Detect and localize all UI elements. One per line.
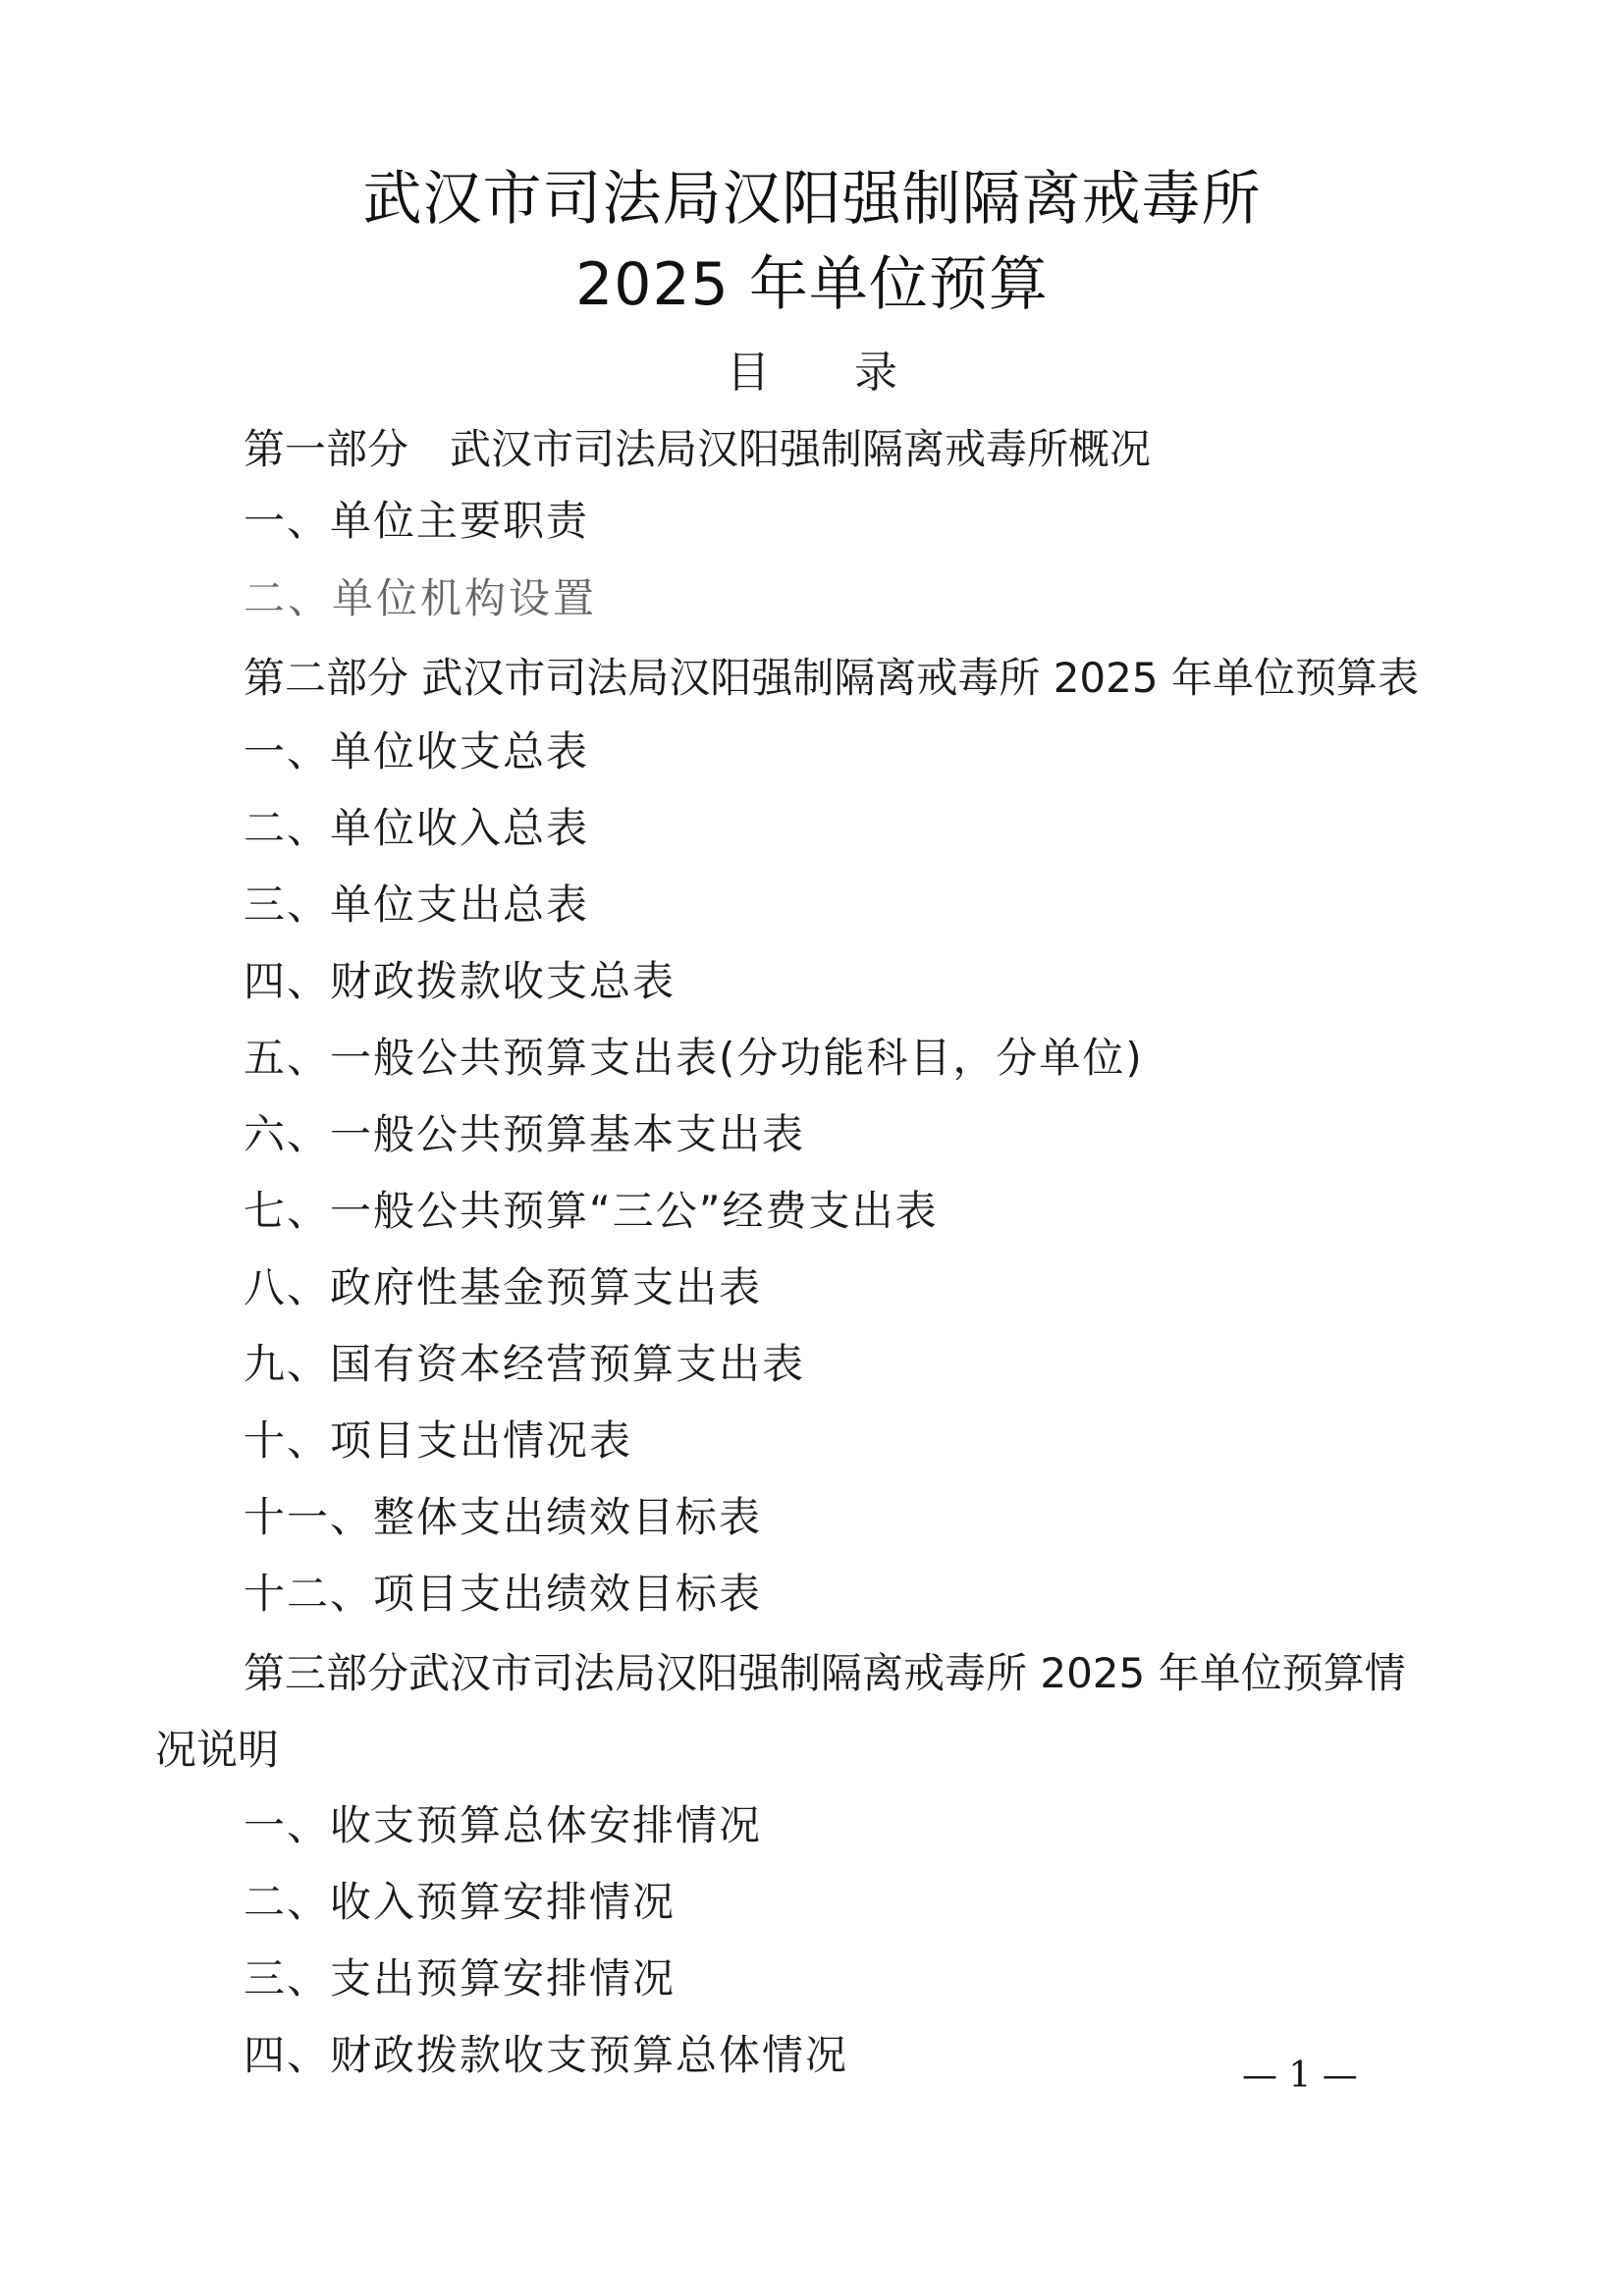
- document-title-line-2: 2025 年单位预算: [575, 250, 1049, 319]
- toc-part2-item: 九、国有资本经营预算支出表: [244, 1340, 806, 1388]
- toc-part1-item: 一、单位主要职责: [244, 497, 590, 545]
- toc-part3-item: 一、收支预算总体安排情况: [244, 1801, 763, 1849]
- toc-part2-item: 一、单位收支总表: [244, 727, 590, 775]
- toc-part2-item: 二、单位收入总表: [244, 804, 590, 852]
- page-number: — 1 —: [1242, 2056, 1358, 2096]
- toc-part2-item: 十一、整体支出绩效目标表: [244, 1493, 763, 1541]
- toc-part2-item: 十、项目支出情况表: [244, 1416, 633, 1465]
- toc-part2-item: 七、一般公共预算“三公”经费支出表: [244, 1187, 939, 1235]
- toc-part3-heading: 第三部分武汉市司法局汉阳强制隔离戒毒所 2025 年单位预算情: [244, 1649, 1406, 1697]
- document-title-line-1: 武汉市司法局汉阳强制隔离戒毒所: [362, 165, 1262, 234]
- toc-part3-item: 四、财政拨款收支预算总体情况: [244, 2031, 849, 2079]
- toc-part2-item: 八、政府性基金预算支出表: [244, 1263, 763, 1311]
- toc-part2-item: 四、财政拨款收支总表: [244, 957, 677, 1005]
- toc-heading: 目 录: [727, 347, 933, 398]
- toc-part3-item: 三、支出预算安排情况: [244, 1954, 677, 2002]
- toc-part3-item: 二、收入预算安排情况: [244, 1878, 677, 1926]
- toc-part2-item: 三、单位支出总表: [244, 881, 590, 929]
- toc-part2-item: 十二、项目支出绩效目标表: [244, 1570, 763, 1618]
- toc-part1-heading: 第一部分 武汉市司法局汉阳强制隔离戒毒所概况: [244, 425, 1152, 473]
- toc-part3-heading-continuation: 况说明: [155, 1726, 280, 1774]
- toc-part1-item: 二、单位机构设置: [244, 574, 598, 622]
- toc-part2-item: 五、一般公共预算支出表(分功能科目，分单位): [244, 1034, 1144, 1082]
- toc-part2-item: 六、一般公共预算基本支出表: [244, 1110, 806, 1158]
- toc-part2-heading: 第二部分 武汉市司法局汉阳强制隔离戒毒所 2025 年单位预算表: [244, 654, 1419, 702]
